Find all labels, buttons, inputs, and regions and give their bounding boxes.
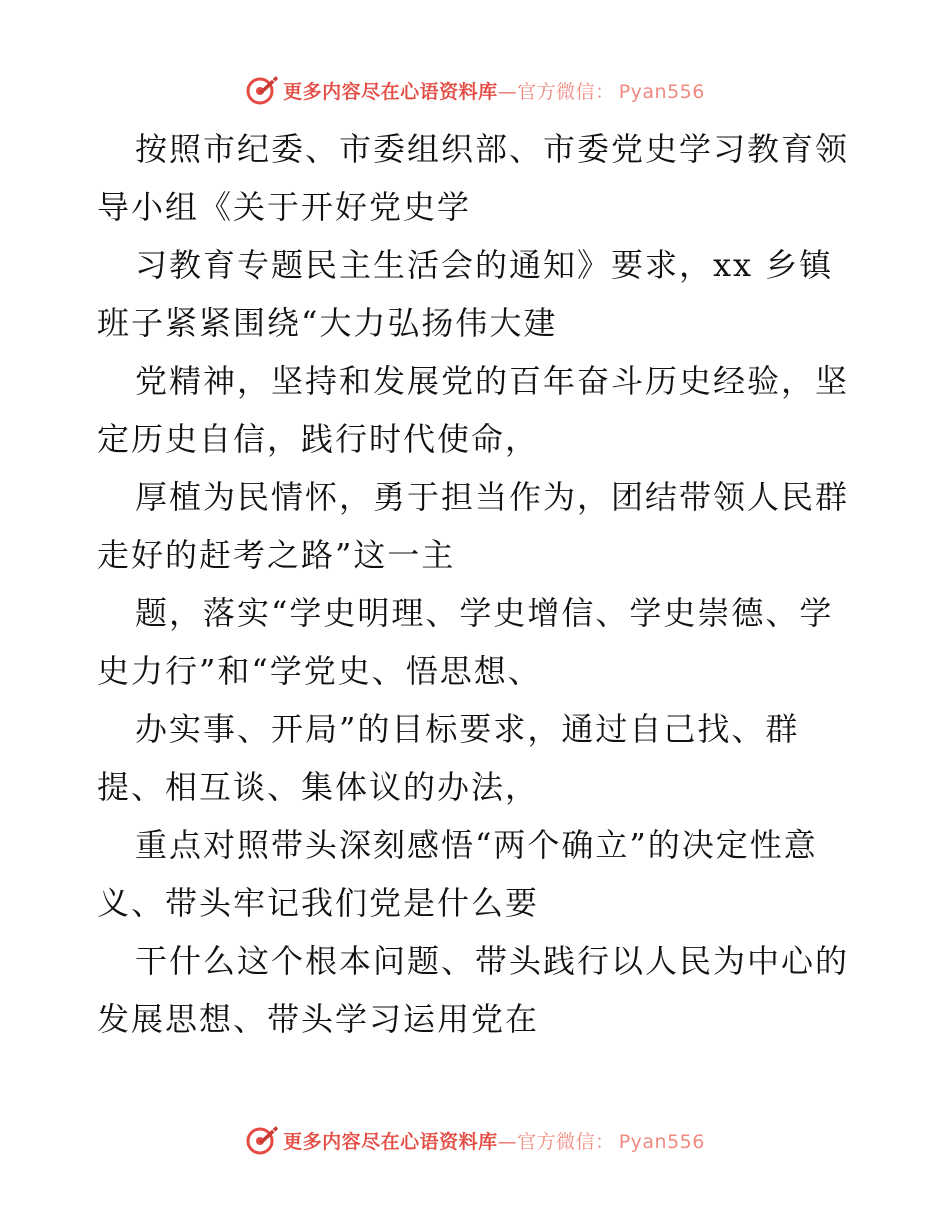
watermark-sub-text: 官方微信：: [517, 1130, 615, 1153]
watermark-sub-text: 官方微信：: [517, 80, 615, 103]
paragraph-line: 走好的赶考之路”这一主: [97, 536, 456, 574]
paragraph: [97, 120, 857, 236]
paragraph-line: 党精神，坚持和发展党的百年奋斗历史经验，坚: [135, 362, 850, 400]
paragraph-line: 按照市纪委、市委组织部、市委党史学习教育领: [135, 130, 850, 168]
quill-logo-icon: [245, 1123, 279, 1157]
paragraph-line: 习教育专题民主生活会的通知》要求，xx 乡镇: [135, 246, 834, 284]
paragraph-line: 义、带头牢记我们党是什么要: [97, 884, 540, 922]
paragraph-line: 提、相互谈、集体议的办法，: [97, 768, 540, 806]
footer-watermark: [0, 1120, 950, 1160]
paragraph: [97, 236, 857, 352]
paragraph-line: 干什么这个根本问题、带头践行以人民为中心的: [135, 942, 850, 980]
paragraph: [97, 468, 857, 584]
watermark-wechat-id: Pyan556: [618, 80, 705, 103]
watermark-wechat-id: Pyan556: [618, 1130, 705, 1153]
document-body: [97, 120, 857, 1048]
quill-logo-icon: [245, 73, 279, 107]
paragraph-line: 班子紧紧围绕“大力弘扬伟大建: [97, 304, 558, 342]
paragraph: [97, 584, 857, 700]
paragraph: [97, 352, 857, 468]
paragraph: [97, 932, 857, 1048]
paragraph-line: 重点对照带头深刻感悟“两个确立”的决定性意: [135, 826, 818, 864]
paragraph: [97, 700, 857, 816]
watermark-main-text: 更多内容尽在心语资料库: [283, 80, 498, 103]
paragraph-line: 题，落实“学史明理、学史增信、学史崇德、学: [135, 594, 834, 632]
paragraph-line: 发展思想、带头学习运用党在: [97, 1000, 540, 1038]
paragraph-line: 定历史自信，践行时代使命，: [97, 420, 540, 458]
paragraph-line: 导小组《关于开好党史学: [97, 188, 472, 226]
watermark-dash: —: [497, 80, 518, 103]
watermark-main-text: 更多内容尽在心语资料库: [283, 1130, 498, 1153]
paragraph: [97, 816, 857, 932]
header-watermark: [0, 70, 950, 110]
paragraph-line: 史力行”和“学党史、悟思想、: [97, 652, 542, 690]
paragraph-line: 办实事、开局”的目标要求，通过自己找、群: [135, 710, 800, 748]
paragraph-line: 厚植为民情怀，勇于担当作为，团结带领人民群: [135, 478, 850, 516]
watermark-dash: —: [497, 1130, 518, 1153]
